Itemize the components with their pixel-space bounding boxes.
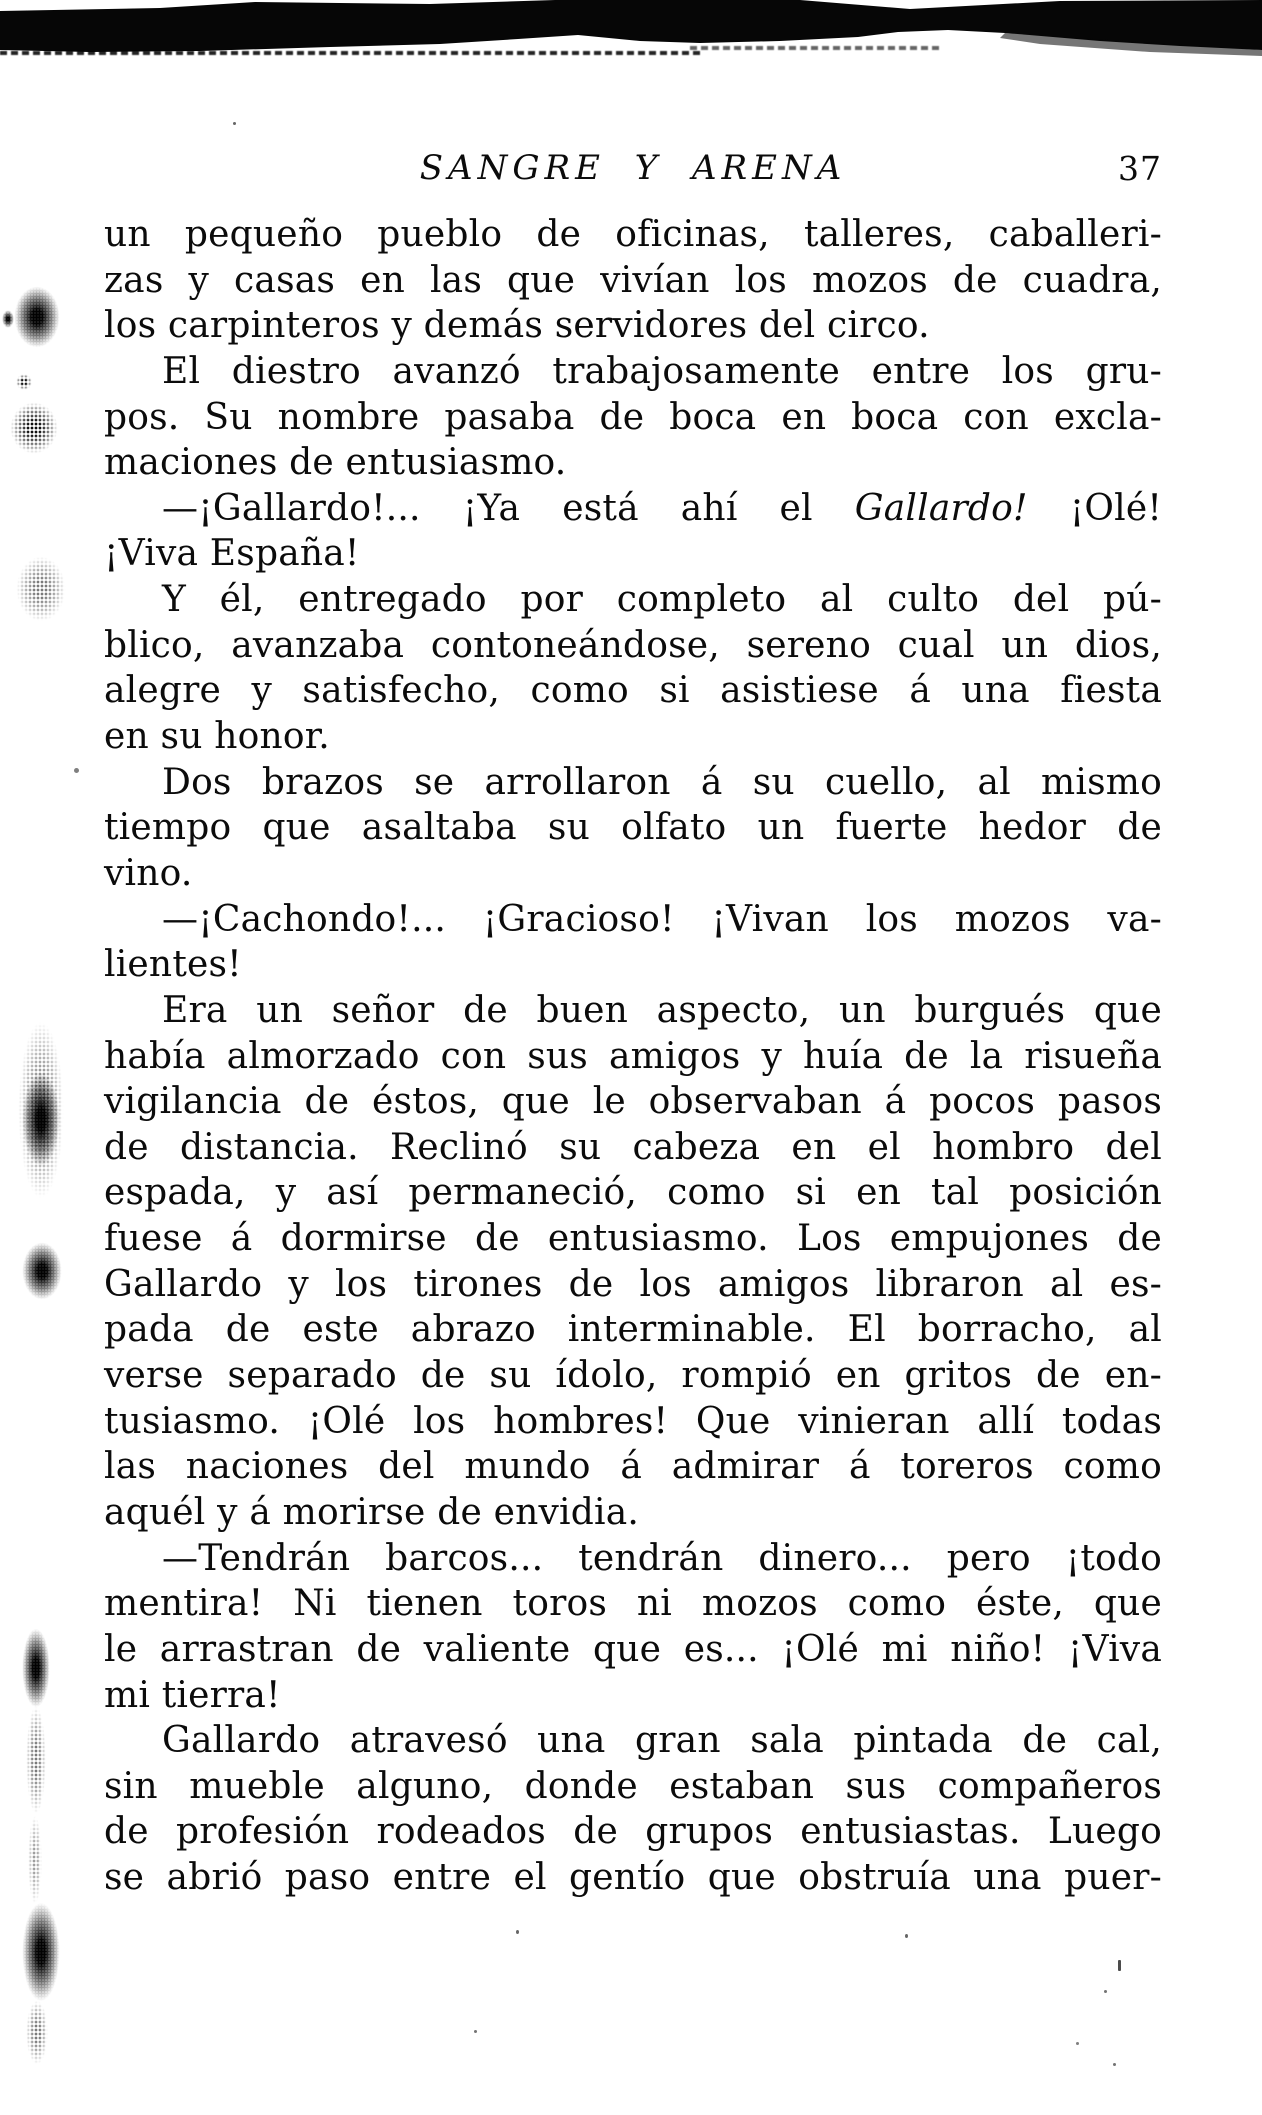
text-line: se abrió paso entre el gentío que obstruía una puer- <box>104 1857 1162 1899</box>
page-header <box>104 148 1162 200</box>
scan-dot <box>1076 2042 1079 2045</box>
text-line <box>104 486 1162 532</box>
scan-dot <box>74 768 79 773</box>
text-line: mentira! Ni tienen toros ni mozos como éste, que <box>104 1583 1162 1625</box>
text-line: de profesión rodeados de grupos entusiastas. Luego <box>104 1811 1162 1853</box>
text-line: ¡Viva España! <box>104 533 360 575</box>
scan-dot <box>905 1934 908 1938</box>
text-line: lientes! <box>104 944 242 986</box>
text-line: los carpinteros y demás servidores del circo. <box>104 305 930 347</box>
text-line: vigilancia de éstos, que le observaban á pocos pasos <box>104 1081 1162 1123</box>
italic-text-segment: Gallardo! <box>854 487 1028 529</box>
text-line: pada de este abrazo interminable. El borracho, al <box>104 1309 1162 1351</box>
text-line: blico, avanzaba contoneándose, sereno cual un dios, <box>104 624 1162 666</box>
running-title: SANGRE Y ARENA <box>419 148 847 188</box>
text-line: Dos brazos se arrollaron á su cuello, al mismo <box>162 761 1162 803</box>
page-number: 37 <box>1118 149 1162 188</box>
text-line: le arrastran de valiente que es... ¡Olé mi niño! ¡Viva <box>104 1628 1162 1670</box>
text-line: las naciones del mundo á admirar á toreros como <box>104 1446 1162 1488</box>
scan-smudge <box>10 402 58 454</box>
scan-smudge <box>28 1815 42 1905</box>
text-line: tusiasmo. ¡Olé los hombres! Que vinieran allí todas <box>104 1400 1162 1442</box>
scan-artifact-fringe <box>0 51 700 55</box>
text-line: Gallardo atravesó una gran sala pintada de cal, <box>162 1720 1162 1762</box>
scan-smudge <box>14 286 60 348</box>
scan-dot <box>1113 2063 1116 2066</box>
text-line: en su honor. <box>104 716 330 758</box>
scan-dot <box>233 122 236 125</box>
scan-dot <box>1118 1960 1121 1971</box>
scan-dot <box>1104 1990 1107 1993</box>
scan-smudge <box>2 310 14 328</box>
text-segment: ¡Olé! <box>1027 487 1162 529</box>
text-segment: —¡Gallardo!... ¡Ya está ahí el <box>162 487 855 529</box>
text-block <box>104 212 1162 1901</box>
scan-dot <box>516 1930 519 1934</box>
text-line: Era un señor de buen aspecto, un burgués que <box>162 989 1162 1031</box>
text-line: —¡Cachondo!... ¡Gracioso! ¡Vivan los mozos va- <box>162 898 1162 940</box>
text-line: El diestro avanzó trabajosamente entre los gru- <box>162 350 1162 392</box>
text-line: espada, y así permaneció, como si en tal posición <box>104 1172 1162 1214</box>
text-line: un pequeño pueblo de oficinas, talleres, caballeri- <box>104 214 1162 255</box>
text-line: tiempo que asaltaba su olfato un fuerte hedor de <box>104 807 1162 849</box>
scan-artifact-fringe <box>690 46 940 50</box>
text-line: maciones de entusiasmo. <box>104 442 567 484</box>
scan-smudge <box>22 1242 62 1300</box>
text-line: vino. <box>104 852 193 894</box>
text-line: mi tierra! <box>104 1674 281 1716</box>
scan-smudge <box>16 374 32 390</box>
text-line: verse separado de su ídolo, rompió en gritos de en- <box>104 1355 1162 1397</box>
scan-smudge <box>22 1902 60 2002</box>
text-line: Y él, entregado por completo al culto del pú- <box>162 579 1162 621</box>
scan-smudge <box>22 1072 60 1167</box>
text-line: pos. Su nombre pasaba de boca en boca con excla- <box>104 396 1162 438</box>
text-line: aquél y á morirse de envidia. <box>104 1491 640 1533</box>
scan-smudge <box>16 556 66 622</box>
text-line: alegre y satisfecho, como si asistiese á una fiesta <box>104 670 1162 712</box>
scan-dot <box>474 2030 477 2033</box>
text-line: fuese á dormirse de entusiasmo. Los empujones de <box>104 1218 1162 1260</box>
text-line: —Tendrán barcos... tendrán dinero... pero ¡todo <box>162 1537 1162 1579</box>
scan-smudge <box>26 1705 46 1815</box>
scan-smudge <box>26 2000 48 2065</box>
text-line: de distancia. Reclinó su cabeza en el hombro del <box>104 1126 1162 1168</box>
text-line: había almorzado con sus amigos y huía de la risueña <box>104 1035 1162 1077</box>
text-line: sin mueble alguno, donde estaban sus compañeros <box>104 1765 1162 1807</box>
text-line: zas y casas en las que vivían los mozos de cuadra, <box>104 259 1162 301</box>
text-line: Gallardo y los tirones de los amigos libraron al es- <box>104 1263 1162 1305</box>
scan-smudge <box>22 1628 50 1708</box>
